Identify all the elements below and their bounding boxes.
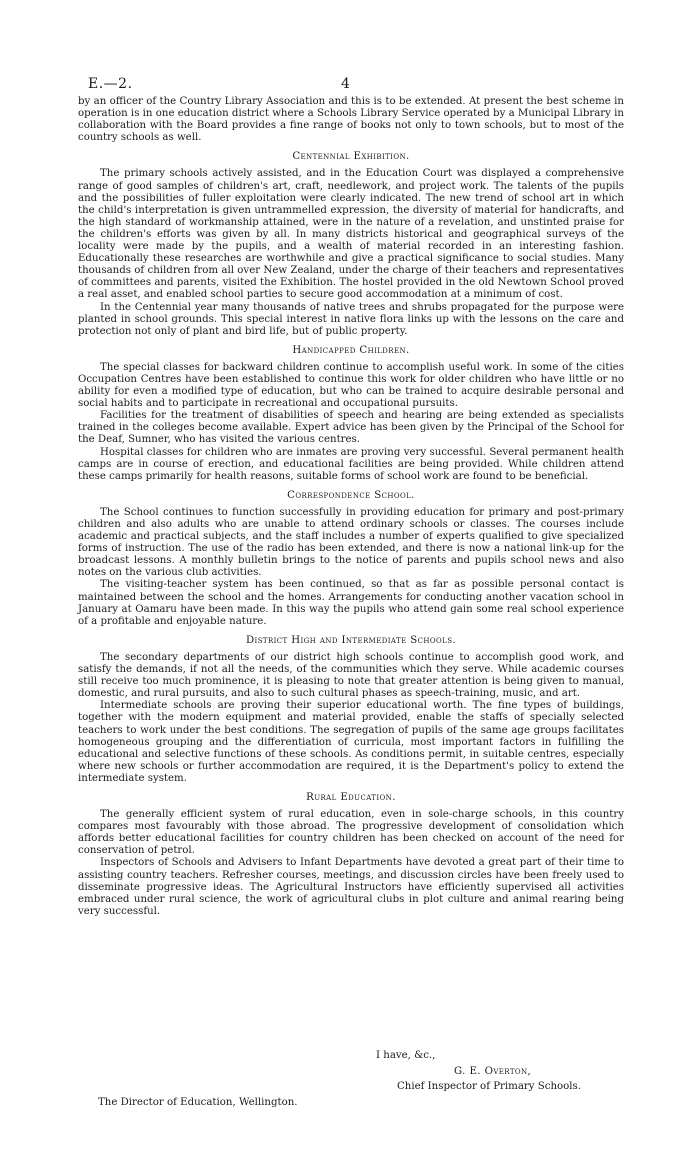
page-number: 4 — [341, 76, 350, 92]
heading-centennial-exhibition: Centennial Exhibition. — [292, 151, 410, 163]
paragraph: The special classes for backward children continue to accomplish useful work. In some of the cities Occupation Centres have been established to continue this work for older children who have little or no ability for even a modified type of education, but who can be trained to acquire desirable personal and social habits and to participate in recreational and occupational pursuits. — [78, 361, 624, 410]
paragraph-library-continued: by an officer of the Country Library Association and this is to be extended. At present the best scheme in operation is in one education district where a Schools Library Service operated by a Municipal Library in collaboration with the Board provides a fine range of books not only to town schools, but to most of the country schools as well. — [78, 96, 624, 144]
body-text — [78, 96, 624, 918]
paragraph: Intermediate schools are proving their superior educational worth. The fine types of buildings, together with the modern equipment and material provided, enable the staffs of specially selected teachers to work under the best conditions. The segregation of pupils of the same age groups facilitates homogeneous grouping and the differentiation of curricula, most important factors in fulfilling the educational and selective functions of these schools. As conditions permit, in suitable centres, especially where new schools or further accommodation are required, it is the Department's policy to extend the intermediate system. — [78, 700, 624, 784]
document-reference: E.—2. — [88, 76, 133, 92]
heading-handicapped-children: Handicapped Children. — [292, 344, 410, 356]
paragraph: The generally efficient system of rural education, even in sole-charge schools, in this country compares most favourably with those abroad. The progressive development of consolidation which affords better educational facilities for country children has been checked on account of the need for conservation of petrol. — [78, 809, 624, 857]
heading-rural-education: Rural Education. — [306, 791, 396, 803]
paragraph: Hospital classes for children who are inmates are proving very successful. Several permanent health camps are in course of erection, and educational facilities are being provided. While children attend these camps primarily for health reasons, suitable forms of school work are found to be beneficial. — [78, 446, 624, 482]
signature-name: G. E. Overton, — [454, 1066, 532, 1077]
paragraph: Facilities for the treatment of disabilities of speech and hearing are being extended as specialists trained in the colleges become available. Expert advice has been given by the Principal of the School for the Deaf, Sumner, who has visited the various centres. — [78, 410, 624, 446]
paragraph: The primary schools actively assisted, and in the Education Court was displayed a comprehensive range of good samples of children's art, craft, needlework, and project work. The talents of the pupils and the possibilities of fuller exploitation were clearly indicated. The new trend of school art in which the child's interpretation is given untrammelled expression, the diversity of material for handicrafts, and the high standard of workmanship attained, were in the nature of a revelation, and unstinted praise for the children's efforts was given by all. In many districts historical and geographical surveys of the locality were made by the pupils, and a wealth of material recorded in an interesting fashion. Educationally these researches are worthwhile and give a practical significance to social studies. Many thousands of children from all over New Zealand, under the charge of their teachers and representatives of committees and parents, visited the Exhibition. The hostel provided in the old Newtown School proved a real asset, and enabled school parties to secure good accommodation at a minimum of cost. — [78, 168, 624, 301]
paragraph: The secondary departments of our district high schools continue to accomplish good work, and satisfy the demands, if not all the needs, of the communities which they serve. While academic courses still receive too much prominence, it is pleasing to note that greater attention is being given to manual, domestic, and rural pursuits, and also to such cultural phases as speech-training, music, and art. — [78, 651, 624, 700]
heading-correspondence-school: Correspondence School. — [287, 489, 415, 501]
paragraph: Inspectors of Schools and Advisers to Infant Departments have devoted a great part of their time to assisting country teachers. Refresher courses, meetings, and discussion circles have been freely used to disseminate progressive ideas. The Agricultural Instructors have efficiently supervised all activities embraced under rural science, the work of agricultural clubs in plot culture and animal rearing being very successful. — [78, 857, 624, 917]
paragraph: The School continues to function successfully in providing education for primary and post-primary children and also adults who are unable to attend ordinary schools or classes. The courses include academic and practical subjects, and the staff includes a number of experts qualified to give specialized forms of instruction. The use of the radio has been extended, and there is now a national link-up for the broadcast lessons. A monthly bulletin brings to the notice of parents and pupils school news and also notes on the various club activities. — [78, 506, 624, 579]
paragraph: The visiting-teacher system has been continued, so that as far as possible personal contact is maintained between the school and the homes. Arrangements for conducting another vacation school in January at Oamaru have been made. In this way the pupils who attend gain some real school experience of a profitable and enjoyable nature. — [78, 579, 624, 627]
signature-greeting: I have, &c., — [376, 1050, 436, 1061]
addressee: The Director of Education, Wellington. — [98, 1097, 298, 1108]
heading-district-high-intermediate: District High and Intermediate Schools. — [245, 634, 457, 646]
paragraph: In the Centennial year many thousands of native trees and shrubs propagated for the purpose were planted in school grounds. This special interest in native flora links up with the lessons on the care and protection not only of plant and bird life, but of public property. — [78, 301, 624, 337]
signature-title: Chief Inspector of Primary Schools. — [397, 1081, 582, 1092]
